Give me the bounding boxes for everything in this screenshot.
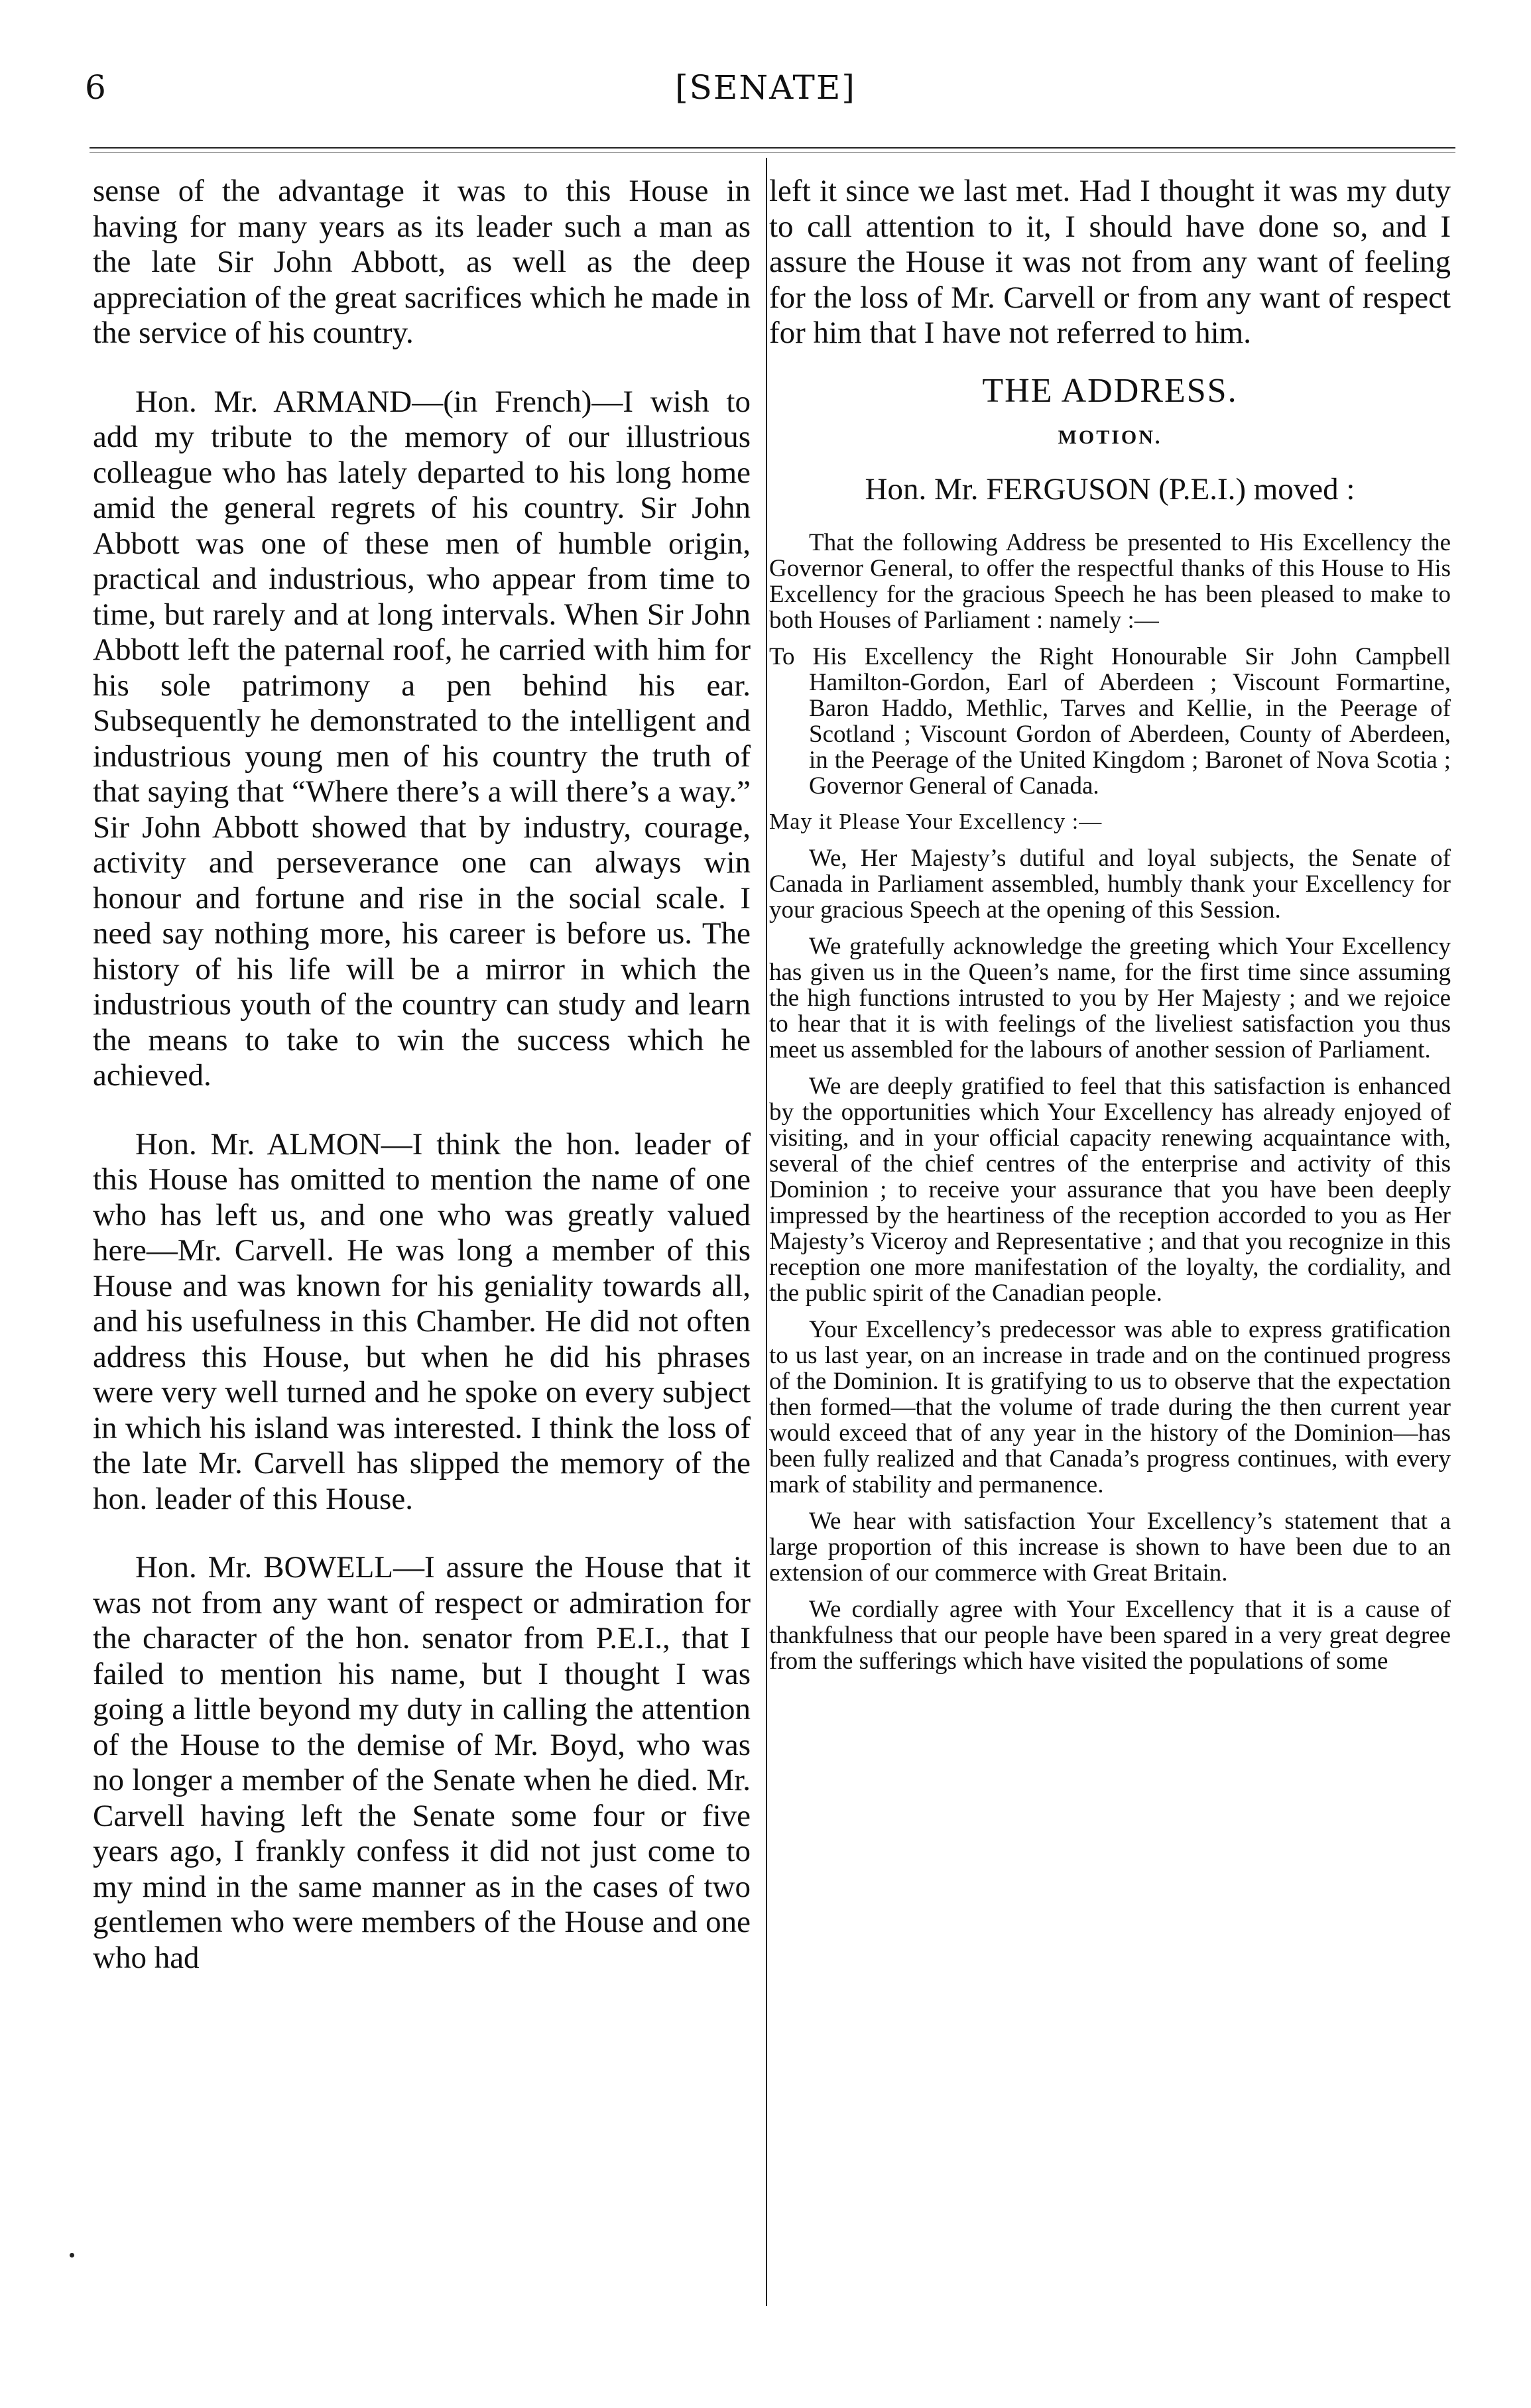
address-paragraph: Your Excellency’s predecessor was able to express gratification to us last year, on an increase in trade and on the continued progress of the Dominion. It is gratifying to us to observe that the expectation then formed—that the volume of trade during the then current year would exceed that of any year in the history of the Dominion—has been fully realized and that Canada’s progress continues, with every mark of stability and permanence.	[769, 1315, 1451, 1498]
address-paragraph: We hear with satisfaction Your Excellency’s statement that a large proportion of this increase is shown to have been due to an extension of our commerce with Great Britain.	[769, 1507, 1451, 1587]
header-rule	[90, 147, 1455, 153]
paragraph-bowell-continuation: left it since we last met. Had I thought it was my duty to call attention to it, I should have done so, and I assure the House it was not from any want of feeling for the loss of Mr. Carvell or from any want of respect for him that I have not referred to him.	[769, 174, 1451, 350]
address-paragraph: We are deeply gratified to feel that this satisfaction is enhanced by the opportunities which Your Excellency has already enjoyed of visiting, and in your official capacity renewing acquaintance with, several of the chief centres of the enterprise and activity of this Dominion ; to receive your assurance that you have been deeply impressed by the heartiness of the reception accorded to you as Her Majesty’s Viceroy and Representative ; and that you recognize in this reception one more manifestation of the loyalty, the cordiality, and the public spirit of the Canadian people.	[769, 1072, 1451, 1307]
paragraph-almon: Hon. Mr. ALMON—I think the hon. leader of this House has omitted to mention the name of one who has left us, and one who was greatly valued here—Mr. Carvell. He was long a member of this House and was known for his geniality towards all, and his usefulness in this Chamber. He did not often address this House, but when he did his phrases were very well turned and he spoke on every subject in which his island was interested. I think the loss of the late Mr. Carvell has slipped the memory of the hon. leader of this House.	[93, 1126, 751, 1516]
page-header	[0, 63, 1531, 116]
address-salutation: May it Please Your Excellency :—	[769, 809, 1103, 834]
section-title: THE ADDRESS.	[982, 371, 1238, 410]
paragraph-armand: Hon. Mr. ARMAND—(in French)—I wish to add my tribute to the memory of our illustrious colleague who has lately departed to his long home amid the general regrets of his country. Sir John Abbott was one of these men of humble origin, practical and industrious, who appear from time to time, but rarely and at long intervals. When Sir John Abbott left the paternal roof, he carried with him for his sole patrimony a pen behind his ear. Subsequently he demonstrated to the intelligent and industrious young men of his country the truth of that saying that “Where there’s a will there’s a way.” Sir John Abbott showed that by industry, courage, activity and perseverance one can always win honour and fortune and rise in the social scale. I need say nothing more, his career is before us. The history of his life will be a mirror in which the industrious youth of the country can study and learn the means to take to win the success which he achieved.	[93, 384, 751, 1093]
address-paragraph: We, Her Majesty’s dutiful and loyal subjects, the Senate of Canada in Parliament assembled, humbly thank your Excellency for your gracious Speech at the opening of this Session.	[769, 844, 1451, 924]
mover-line: Hon. Mr. FERGUSON (P.E.I.) moved :	[865, 471, 1355, 507]
column-divider	[766, 158, 767, 2306]
left-column	[93, 174, 751, 2009]
right-column	[769, 174, 1451, 1685]
ink-dot	[70, 2253, 74, 2258]
paragraph-bowell: Hon. Mr. BOWELL—I assure the House that it was not from any want of respect or admiration for the character of the hon. senator from P.E.I., that I failed to mention his name, but I thought I was going a little beyond my duty in calling the attention of the House to the demise of Mr. Boyd, who was no longer a member of the Senate when he died. Mr. Carvell having left the Senate some four or five years ago, I frankly confess it did not just come to my mind in the same manner as in the cases of two gentlemen who were members of the House and one who had	[93, 1550, 751, 1975]
address-paragraph: We cordially agree with Your Excellency that it is a cause of thankfulness that our people have been spared in a very great degree from the sufferings which have visited the populations of some	[769, 1595, 1451, 1675]
section-subtitle: MOTION.	[1058, 426, 1162, 448]
paragraph-abbott-continuation: sense of the advantage it was to this House in having for many years as its leader such a man as the late Sir John Abbott, as well as the deep appreciation of the great sacrifices which he made in the service of his country.	[93, 174, 751, 350]
motion-text: That the following Address be presented to His Excellency the Governor General, to offer the respectful thanks of this House to His Excellency for the gracious Speech he has been pleased to make to both Houses of Parliament : namely :—	[769, 528, 1451, 634]
address-recipient: To His Excellency the Right Honourable Sir John Campbell Hamilton-Gordon, Earl of Aberdeen ; Viscount Formartine, Baron Haddo, Methlic, Tarves and Kellie, in the Peerage of Scotland ; Viscount Gordon of Aberdeen, County of Aberdeen, in the Peerage of the United Kingdom ; Baronet of Nova Scotia ; Governor General of Canada.	[769, 642, 1451, 800]
address-paragraph: We gratefully acknowledge the greeting which Your Excellency has given us in the Queen’s name, for the first time since assuming the high functions intrusted to you by Her Majesty ; and we rejoice to hear that it is with feelings of the liveliest satisfaction you thus meet us assembled for the labours of another session of Parliament.	[769, 932, 1451, 1063]
running-head: [SENATE]	[675, 68, 856, 107]
page-number: 6	[85, 68, 106, 107]
